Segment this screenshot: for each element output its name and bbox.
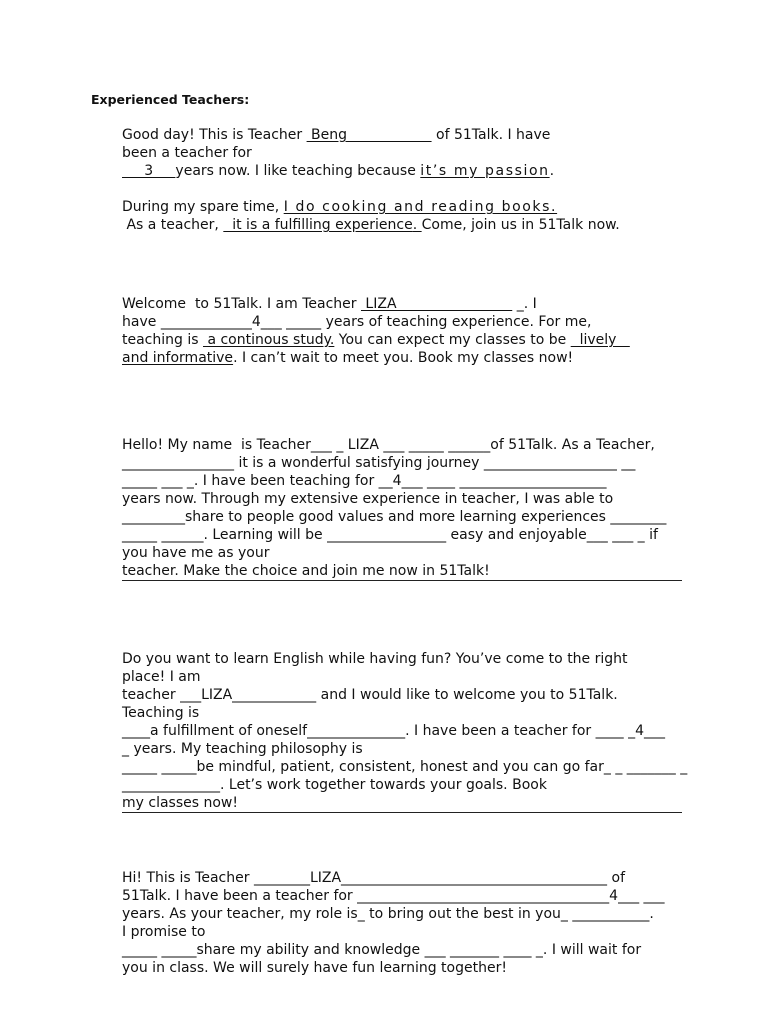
p4-line-5: ____a fulfillment of oneself______________. I have been a teacher for ____ _4___ [122,723,665,739]
p2-years-fill: _____________4___ _____ [160,314,322,330]
p5-name-fill: ________LIZA______________________________________ [253,870,608,886]
p3-line-1: Hello! My name is Teacher___ _ LIZA ___ _____ ______of 51Talk. As a Teacher, [122,437,655,453]
p1-years-fill: 3 [122,163,176,179]
p5-line-1: Hi! This is Teacher ________LIZA______________________________________ of [122,870,625,886]
p2-line-1: Welcome to 51Talk. I am Teacher LIZA _. I [122,296,537,312]
p5-role-fill: _ to bring out the best in you_ ___________ [357,906,650,922]
p5-line-2: 51Talk. I have been a teacher for ____________________________________4___ ___ [122,888,665,904]
p5-years-fill: ____________________________________4___ ___ [357,888,665,904]
p1-hobby-fill: I do cooking and reading books. [283,199,558,215]
p2-teaching-fill: a continous study. [203,332,335,348]
p3-line-4: years now. Through my extensive experience in teacher, I was able to [122,491,614,507]
p5-promise-fill: _____ _____share my ability and knowledge ___ _______ ____ _ [122,942,543,958]
p4-line-1: Do you want to learn English while having fun? You’ve come to the right [122,651,628,667]
p2-line-3: teaching is a continous study. You can expect my classes to be lively [122,332,630,348]
p4-line-2: place! I am [122,669,201,685]
p1-line-1: Good day! This is Teacher Beng of 51Talk. I have [122,127,551,143]
p5-line-6: you in class. We will surely have fun learning together! [122,960,507,976]
p4-line-8: ______________. Let’s work together towards your goals. Book [122,777,547,793]
p3-line-3: _____ ___ _. I have been teaching for __4___ ____ _____________________ [122,473,607,489]
intro-paragraph-5 [122,869,682,977]
intro-paragraph-4 [122,650,688,813]
p1-line-3: 3 years now. I like teaching because it’s my passion. [122,163,555,179]
p4-line-4: Teaching is [122,705,200,721]
p1-line-2: been a teacher for [122,145,252,161]
p4-line-7: _____ _____be mindful, patient, consistent, honest and you can go far_ _ _______ _ [122,759,688,775]
p2-name-fill: LIZA [360,296,513,312]
p5-line-5: _____ _____share my ability and knowledge ___ _______ ____ _. I will wait for [122,942,642,958]
page-heading: Experienced Teachers: [91,92,250,107]
p1-reason-fill: it’s my passion [420,163,550,179]
p2-line-2: have _____________4___ _____ years of teaching experience. For me, [122,314,592,330]
intro-paragraph-1 [122,126,682,234]
p4-name-fill: ___LIZA____________ [180,687,317,703]
p3-name-fill: ___ _ LIZA ___ _____ ______ [310,437,491,453]
intro-paragraph-3 [122,436,682,581]
p3-line-5: _________share to people good values and more learning experiences ________ [122,509,667,525]
intro-paragraph-2 [122,295,682,367]
p4-line-3: teacher ___LIZA____________ and I would like to welcome you to 51Talk. [122,687,618,703]
p4-line-6: _ years. My teaching philosophy is [122,741,363,757]
p2-class-fill: lively [570,332,630,348]
p3-years-fill: __4___ ____ _____________________ [378,473,607,489]
p1-name-fill: Beng [306,127,432,143]
p2-line-4: and informative. I can’t wait to meet you. Book my classes now! [122,350,574,366]
p3-line-8: teacher. Make the choice and join me now in 51Talk! [122,563,490,579]
p5-line-3: years. As your teacher, my role is_ to bring out the best in you_ ___________. [122,906,654,922]
p3-line-6: _____ ______. Learning will be _________________ easy and enjoyable___ ___ _ if [122,527,658,543]
p1-experience-fill: it is a fulfilling experience [223,217,413,233]
p5-line-4: I promise to [122,924,206,940]
p3-line-7: you have me as your [122,545,270,561]
p4-teaching-fill: ____a fulfillment of oneself______________ [122,723,406,739]
p4-years-fill: ____ _4___ [595,723,665,739]
p4-line-9: my classes now! [122,795,238,811]
p1-line-6: As a teacher, it is a fulfilling experience. Come, join us in 51Talk now. [122,217,620,233]
p3-line-2: ________________ it is a wonderful satisfying journey ___________________ __ [122,455,636,471]
p1-line-5: During my spare time, I do cooking and reading books. [122,199,558,215]
p3-learning-fill: _________________ easy and enjoyable___ ___ _ [327,527,645,543]
